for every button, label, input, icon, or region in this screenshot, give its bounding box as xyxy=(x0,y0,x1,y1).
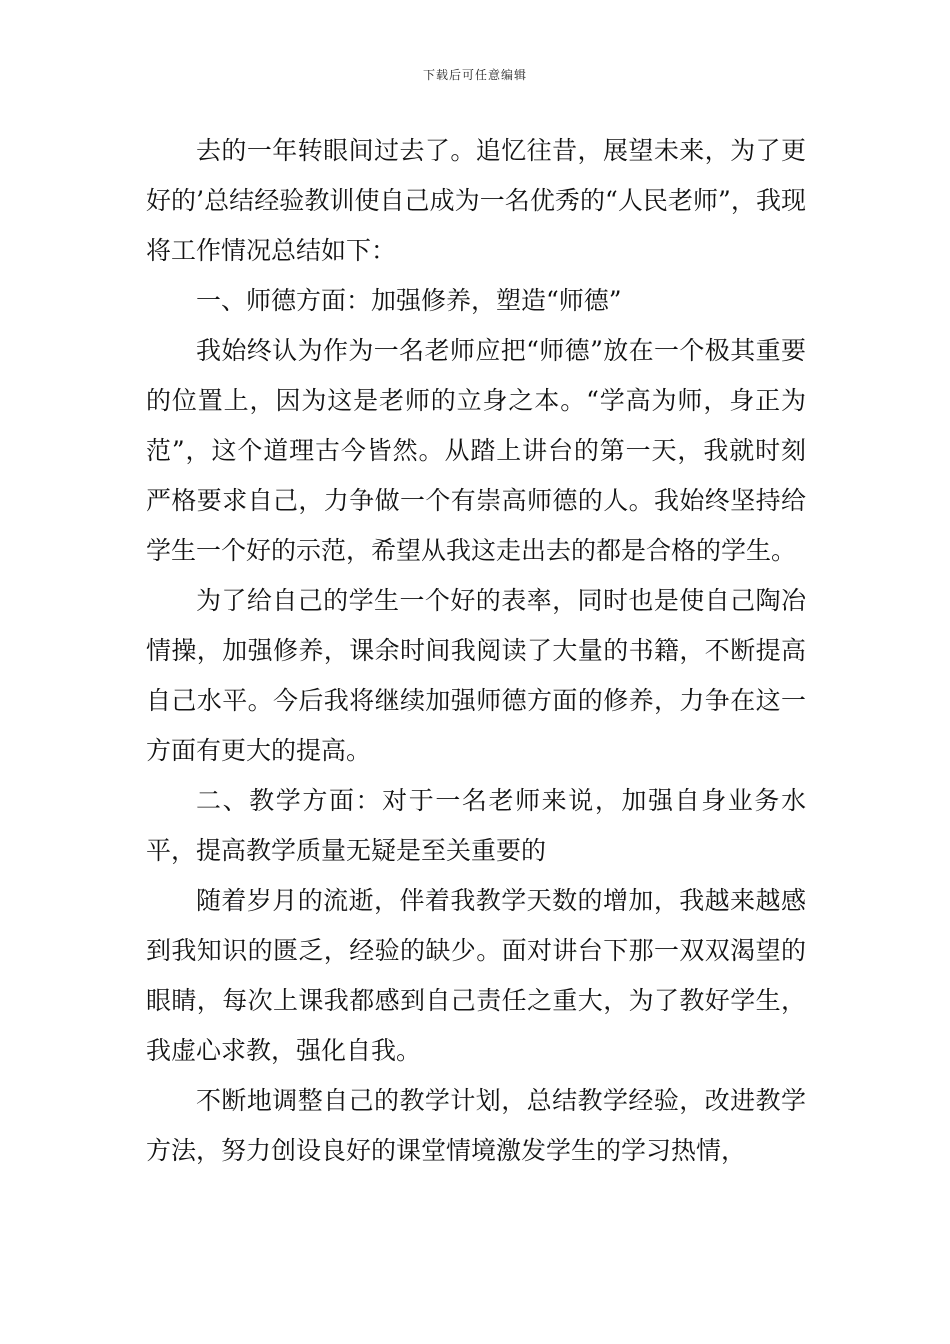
document-body xyxy=(146,126,806,1176)
page-header: 下载后可任意编辑 xyxy=(422,68,527,82)
paragraph-ethics-reading: 为了给自己的学生一个好的表率，同时也是使自己陶冶情操，加强修养，课余时间我阅读了大量的书籍，不断提高自己水平。今后我将继续加强师德方面的修养，力争在这一方面有更大的提高。 xyxy=(146,586,806,765)
paragraph-intro: 去的一年转眼间过去了。追忆往昔，展望未来，为了更好的’总结经验教训使自己成为一名优秀的“人民老师”，我现将工作情况总结如下： xyxy=(146,136,806,265)
section-heading-ethics: 一、师德方面：加强修养，塑造“师德” xyxy=(196,286,622,315)
paragraph-teaching-methods: 不断地调整自己的教学计划，总结教学经验，改进教学方法，努力创设良好的课堂情境激发学生的学习热情， xyxy=(146,1086,806,1165)
section-heading-teaching: 二、教学方面：对于一名老师来说，加强自身业务水平，提高教学质量无疑是至关重要的 xyxy=(146,786,806,865)
paragraph-teaching: 随着岁月的流逝，伴着我教学天数的增加，我越来越感到我知识的匮乏，经验的缺少。面对讲台下那一双双渴望的眼睛，每次上课我都感到自己责任之重大，为了教好学生，我虚心求教，强化自我。 xyxy=(146,886,806,1065)
paragraph-ethics: 我始终认为作为一名老师应把“师德”放在一个极其重要的位置上，因为这是老师的立身之本。“学高为师，身正为范”，这个道理古今皆然。从踏上讲台的第一天，我就时刻严格要求自己，力争做一个有崇高师德的人。我始终坚持给学生一个好的示范，希望从我这走出去的都是合格的学生。 xyxy=(146,336,806,565)
